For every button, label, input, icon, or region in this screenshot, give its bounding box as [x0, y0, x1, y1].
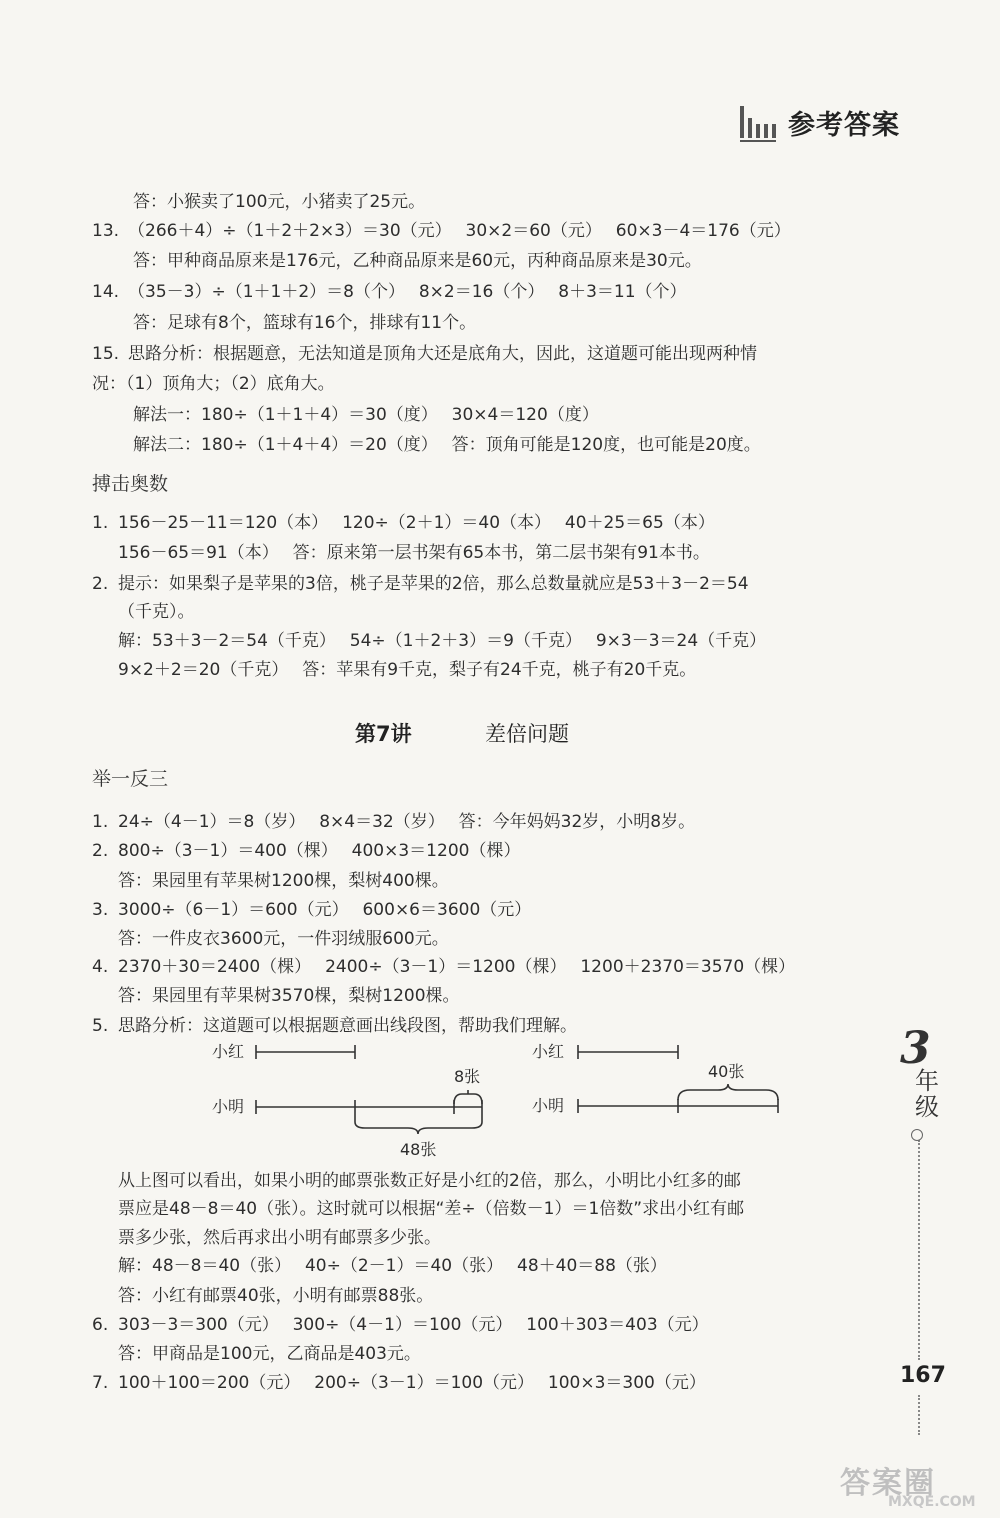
item-number: 15.	[92, 344, 120, 364]
answer-line: （35－3）÷（1＋1＋2）＝8（个） 8×2＝16（个） 8＋3＝11（个）	[128, 282, 687, 302]
answer-line: 24÷（4－1）＝8（岁） 8×4＝32（岁） 答：今年妈妈32岁，小明8岁。	[118, 812, 696, 832]
item-number: 1.	[92, 513, 109, 533]
answer-line: 解：48－8＝40（张） 40÷（2－1）＝40（张） 48＋40＝88（张）	[118, 1256, 667, 1276]
item-number: 5.	[92, 1016, 109, 1036]
answer-line: （266＋4）÷（1＋2＋2×3）＝30（元） 30×2＝60（元） 60×3－4＝176（元）	[128, 221, 791, 241]
watermark-url: MXQE.COM	[888, 1494, 976, 1510]
answer-line: 思路分析：根据题意，无法知道是顶角大还是底角大，因此，这道题可能出现两种情	[128, 344, 757, 364]
answer-line: 票应是48－8＝40（张）。这时就可以根据“差÷（倍数－1）＝1倍数”求出小红有邮	[118, 1199, 745, 1219]
left-diff-brace	[454, 1090, 482, 1104]
item-number: 7.	[92, 1373, 109, 1393]
right-xiaoming-label: 小明	[532, 1096, 565, 1115]
answer-line: 156－25－11＝120（本） 120÷（2＋1）＝40（本） 40＋25＝65（本）	[118, 513, 715, 533]
item-number: 4.	[92, 957, 109, 977]
item-number: 14.	[92, 282, 120, 302]
left-total-brace	[355, 1114, 482, 1134]
answer-line: 提示：如果梨子是苹果的3倍，桃子是苹果的2倍，那么总数量就应是53＋3－2＝54	[118, 574, 749, 594]
item-number: 6.	[92, 1315, 109, 1335]
answer-line: 答：甲商品是100元，乙商品是403元。	[118, 1344, 421, 1364]
item-number: 2.	[92, 574, 109, 594]
answer-line: 3000÷（6－1）＝600（元） 600×6＝3600（元）	[118, 900, 532, 920]
answer-line: 100＋100＝200（元） 200÷（3－1）＝100（元） 100×3＝300（元）	[118, 1373, 706, 1393]
page-number: 167	[900, 1363, 946, 1388]
answer-line: 答：果园里有苹果树1200棵，梨树400棵。	[118, 871, 449, 891]
side-dotted-line	[918, 1140, 920, 1360]
answer-line: 9×2＋2＝20（千克） 答：苹果有9千克，梨子有24千克，桃子有20千克。	[118, 660, 697, 680]
answer-line: （千克）。	[118, 602, 195, 622]
section-title-juyifansan: 举一反三	[92, 768, 169, 790]
answer-line: 答：甲种商品原来是176元，乙种商品原来是60元，丙种商品原来是30元。	[133, 251, 702, 271]
right-diff-label: 40张	[708, 1062, 745, 1081]
answer-line: 从上图可以看出，如果小明的邮票张数正好是小红的2倍，那么，小明比小红多的邮	[118, 1171, 741, 1191]
item-number: 13.	[92, 221, 120, 241]
answer-line: 况：（1）顶角大；（2）底角大。	[92, 374, 335, 394]
answer-line: 2370＋30＝2400（棵） 2400÷（3－1）＝1200（棵） 1200＋2370＝3570（棵）	[118, 957, 796, 977]
left-xiaoming-label: 小明	[212, 1097, 245, 1116]
item-number: 2.	[92, 841, 109, 861]
answer-line: 答：小红有邮票40张，小明有邮票88张。	[118, 1286, 434, 1306]
grade-number: 3	[900, 1023, 931, 1074]
item-number: 1.	[92, 812, 109, 832]
answer-line: 303－3＝300（元） 300÷（4－1）＝100（元） 100＋303＝403（元）	[118, 1315, 709, 1335]
answer-line: 思路分析：这道题可以根据题意画出线段图，帮助我们理解。	[118, 1016, 577, 1036]
left-xiaohong-label: 小红	[212, 1042, 245, 1061]
side-dotted-line-bottom	[918, 1395, 920, 1435]
right-xiaohong-label: 小红	[532, 1042, 565, 1061]
item-number: 3.	[92, 900, 109, 920]
answer-line: 答：足球有8个，篮球有16个，排球有11个。	[133, 313, 477, 333]
answer-line: 解：53＋3－2＝54（千克） 54÷（1＋2＋3）＝9（千克） 9×3－3＝24（千克）	[118, 631, 767, 651]
left-diff-label: 8张	[454, 1067, 481, 1086]
answer-line: 解法一：180÷（1＋1＋4）＝30（度） 30×4＝120（度）	[133, 405, 599, 425]
section-title-bojiaoshu: 搏击奥数	[92, 473, 169, 495]
left-total-label: 48张	[400, 1140, 437, 1159]
answer-line: 800÷（3－1）＝400（棵） 400×3＝1200（棵）	[118, 841, 521, 861]
answer-line: 156－65＝91（本） 答：原来第一层书架有65本书，第二层书架有91本书。	[118, 543, 710, 563]
grade-label: 年级	[915, 1067, 939, 1121]
right-diff-brace	[678, 1084, 778, 1100]
answer-line: 答：小猴卖了100元，小猪卖了25元。	[133, 192, 426, 212]
watermark-logo: 答案圈	[840, 1466, 936, 1501]
answer-line: 解法二：180÷（1＋4＋4）＝20（度） 答：顶角可能是120度，也可能是20度。	[133, 435, 761, 455]
answer-line: 答：一件皮衣3600元，一件羽绒服600元。	[118, 929, 449, 949]
chapter-number: 第7讲	[355, 722, 412, 746]
header-title: 参考答案	[788, 109, 900, 141]
answer-line: 答：果园里有苹果树3570棵，梨树1200棵。	[118, 986, 460, 1006]
answer-line: 票多少张，然后再求出小明有邮票多少张。	[118, 1228, 441, 1248]
chapter-title: 差倍问题	[485, 722, 569, 746]
side-circle-icon	[911, 1129, 923, 1141]
